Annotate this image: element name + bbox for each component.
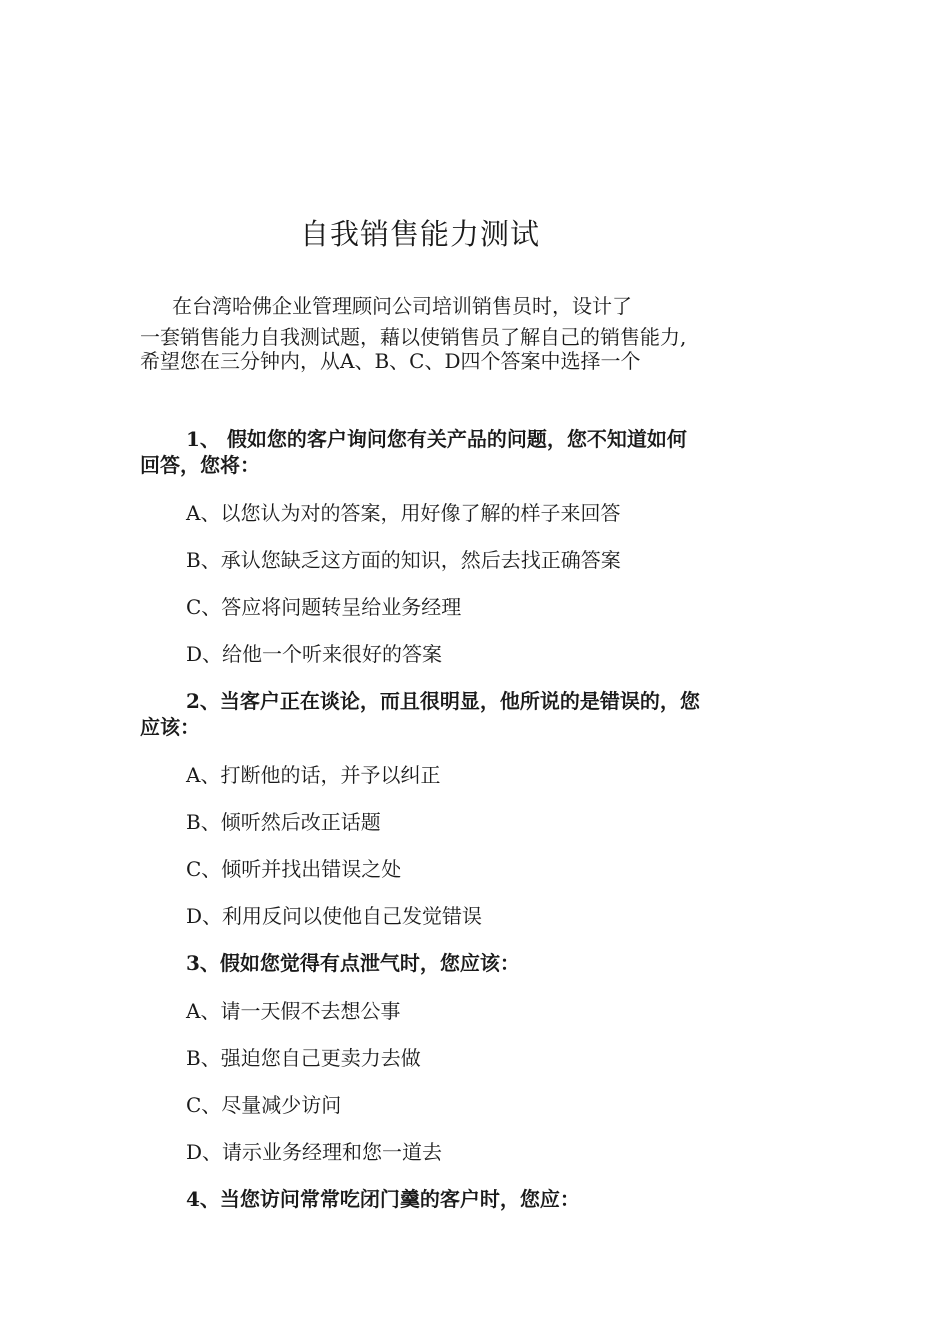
- question-text: 3、假如您觉得有点泄气时，您应该：: [186, 951, 520, 975]
- intro-line-1: 在台湾哈佛企业管理顾问公司培训销售员时，设计了: [172, 294, 632, 318]
- question-list: [140, 426, 700, 1234]
- option-d: D、给他一个听来很好的答案: [186, 642, 443, 666]
- question-block: [140, 950, 700, 1165]
- option-c: C、倾听并找出错误之处: [186, 857, 402, 881]
- question-text: 1、 假如您的客户询问您有关产品的问题，您不知道如何回答，您将：: [140, 427, 687, 477]
- option-b: B、强迫您自己更卖力去做: [186, 1046, 421, 1070]
- option-a: A、请一天假不去想公事: [186, 999, 401, 1023]
- option-a: A、打断他的话，并予以纠正: [186, 763, 441, 787]
- option-a: A、以您认为对的答案，用好像了解的样子来回答: [186, 501, 621, 525]
- intro-line-rest: 一套销售能力自我测试题，藉以使销售员了解自己的销售能力,希望您在三分钟内，从A、B、C、D四个答案中选择一个: [140, 325, 687, 373]
- intro-paragraph: [140, 294, 696, 373]
- option-c: C、答应将问题转呈给业务经理: [186, 595, 462, 619]
- document-title: 自我销售能力测试: [299, 217, 540, 251]
- option-d: D、请示业务经理和您一道去: [186, 1140, 443, 1164]
- option-b: B、倾听然后改正话题: [186, 810, 381, 834]
- question-text: 4、当您访问常常吃闭门羹的客户时，您应：: [186, 1187, 580, 1211]
- option-b: B、承认您缺乏这方面的知识，然后去找正确答案: [186, 548, 621, 572]
- option-c: C、尽量减少访问: [186, 1093, 342, 1117]
- question-block: [140, 1186, 700, 1212]
- question-block: [140, 688, 700, 929]
- question-text: 2、当客户正在谈论，而且很明显，他所说的是错误的，您应该：: [140, 689, 700, 739]
- question-block: [140, 426, 700, 667]
- option-d: D、利用反问以使他自己发觉错误: [186, 904, 483, 928]
